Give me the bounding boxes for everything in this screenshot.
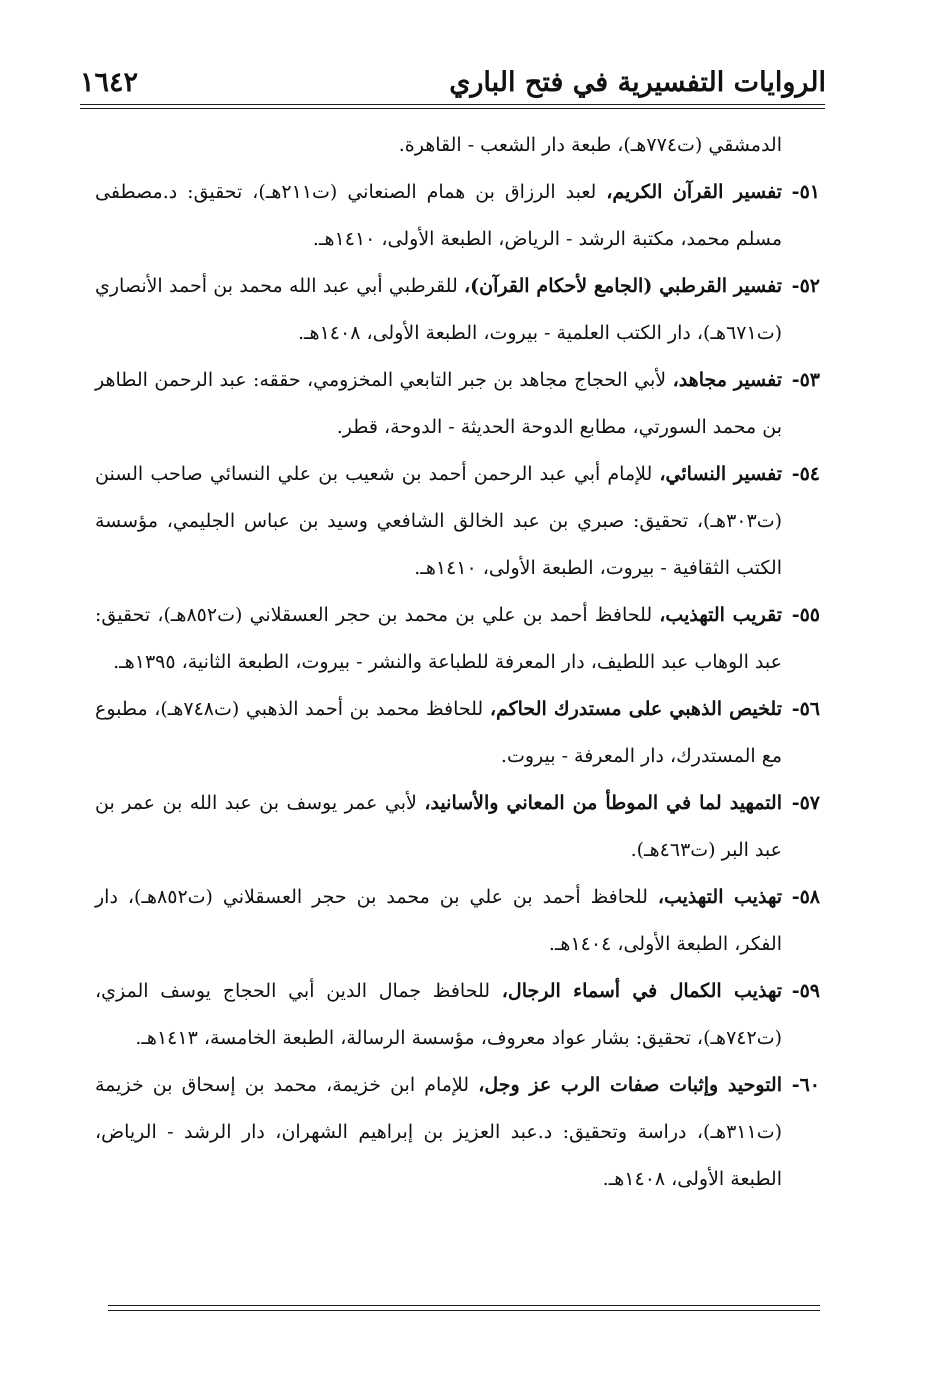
entry-details: للإمام ابن خزيمة، محمد بن إسحاق بن خزيمة (ت٣١١هـ)، دراسة وتحقيق: د.عبد العزيز بن إبراهيم الشهران، دار الرشد - الرياض، الطبعة الأولى، ١٤٠٨هـ.	[95, 1074, 782, 1190]
bibliography-entry-56	[95, 686, 820, 780]
entry-title: التوحيد وإثبات صفات الرب عز وجل،	[478, 1074, 782, 1096]
entry-details: للحافظ جمال الدين أبي الحجاج يوسف المزي، (ت٧٤٢هـ)، تحقيق: بشار عواد معروف، مؤسسة الرسالة، الطبعة الخامسة، ١٤١٣هـ.	[95, 980, 782, 1049]
continued-entry-text: الدمشقي (ت٧٧٤هـ)، طبعة دار الشعب - القاهرة.	[398, 134, 782, 156]
bibliography-entry-55	[95, 592, 820, 686]
entry-title: تلخيص الذهبي على مستدرك الحاكم،	[489, 698, 782, 720]
entry-details: للقرطبي أبي عبد الله محمد بن أحمد الأنصاري (ت٦٧١هـ)، دار الكتب العلمية - بيروت، الطبعة الأولى، ١٤٠٨هـ.	[95, 275, 782, 344]
entry-number: ٥٩-	[791, 980, 820, 1002]
entry-number: ٥٨-	[791, 886, 820, 908]
entry-title: تفسير النسائي،	[659, 463, 782, 485]
entry-number: ٥٥-	[791, 604, 820, 626]
entry-title: تفسير مجاهد،	[672, 369, 782, 391]
page-header	[80, 58, 826, 98]
entry-number: ٦٠-	[791, 1074, 820, 1096]
bibliography-entry-54	[95, 451, 820, 592]
bibliography-list	[95, 122, 820, 1203]
bibliography-entry-58	[95, 874, 820, 968]
bibliography-entry-53	[95, 357, 820, 451]
entry-title: تهذيب الكمال في أسماء الرجال،	[501, 980, 782, 1002]
entry-number: ٥٦-	[791, 698, 820, 720]
entry-details: للحافظ أحمد بن علي بن محمد بن حجر العسقلاني (ت٨٥٢هـ)، تحقيق: عبد الوهاب عبد اللطيف، دار المعرفة للطباعة والنشر - بيروت، الطبعة الثانية، ١٣٩٥هـ.	[95, 604, 782, 673]
entry-details: للإمام أبي عبد الرحمن أحمد بن شعيب بن علي النسائي صاحب السنن (ت٣٠٣هـ)، تحقيق: صبري بن عبد الخالق الشافعي وسيد بن عباس الجليمي، مؤسسة الكتب الثقافية - بيروت، الطبعة الأولى، ١٤١٠هـ.	[95, 463, 782, 579]
entry-title: تفسير القرطبي (الجامع لأحكام القرآن)،	[464, 275, 782, 297]
entry-number: ٥٣-	[791, 369, 820, 391]
footer-rule-top	[108, 1305, 820, 1306]
entry-title: تفسير القرآن الكريم،	[606, 181, 782, 203]
entry-details: لأبي عمر يوسف بن عبد الله بن عمر بن عبد البر (ت٤٦٣هـ).	[95, 792, 782, 861]
header-title: الروايات التفسيرية في فتح الباري	[449, 67, 826, 98]
entry-details: للحافظ محمد بن أحمد الذهبي (ت٧٤٨هـ)، مطبوع مع المستدرك، دار المعرفة - بيروت.	[95, 698, 782, 767]
entry-title: تهذيب التهذيب،	[657, 886, 782, 908]
entry-number: ٥٤-	[791, 463, 820, 485]
bibliography-entry-52	[95, 263, 820, 357]
entry-number: ٥٢-	[791, 275, 820, 297]
footer-rule-bottom	[108, 1310, 820, 1311]
header-rule-bottom	[80, 108, 825, 109]
bibliography-entry-57	[95, 780, 820, 874]
header-rule-top	[80, 104, 825, 105]
entry-number: ٥١-	[791, 181, 820, 203]
page-number: ١٦٤٢	[80, 67, 139, 98]
entry-title: تقريب التهذيب،	[659, 604, 782, 626]
bibliography-entry-51	[95, 169, 820, 263]
entry-number: ٥٧-	[791, 792, 820, 814]
bibliography-entry-60	[95, 1062, 820, 1203]
bibliography-entry-59	[95, 968, 820, 1062]
entry-title: التمهيد لما في الموطأ من المعاني والأسانيد،	[424, 792, 782, 814]
entry-details: للحافظ أحمد بن علي بن محمد بن حجر العسقلاني (ت٨٥٢هـ)، دار الفكر، الطبعة الأولى، ١٤٠٤هـ.	[95, 886, 782, 955]
entry-details: لأبي الحجاج مجاهد بن جبر التابعي المخزومي، حققه: عبد الرحمن الطاهر بن محمد السورتي، مطابع الدوحة الحديثة - الدوحة، قطر.	[95, 369, 782, 438]
entry-details: لعبد الرزاق بن همام الصنعاني (ت٢١١هـ)، تحقيق: د.مصطفى مسلم محمد، مكتبة الرشد - الرياض، الطبعة الأولى، ١٤١٠هـ.	[95, 181, 782, 250]
